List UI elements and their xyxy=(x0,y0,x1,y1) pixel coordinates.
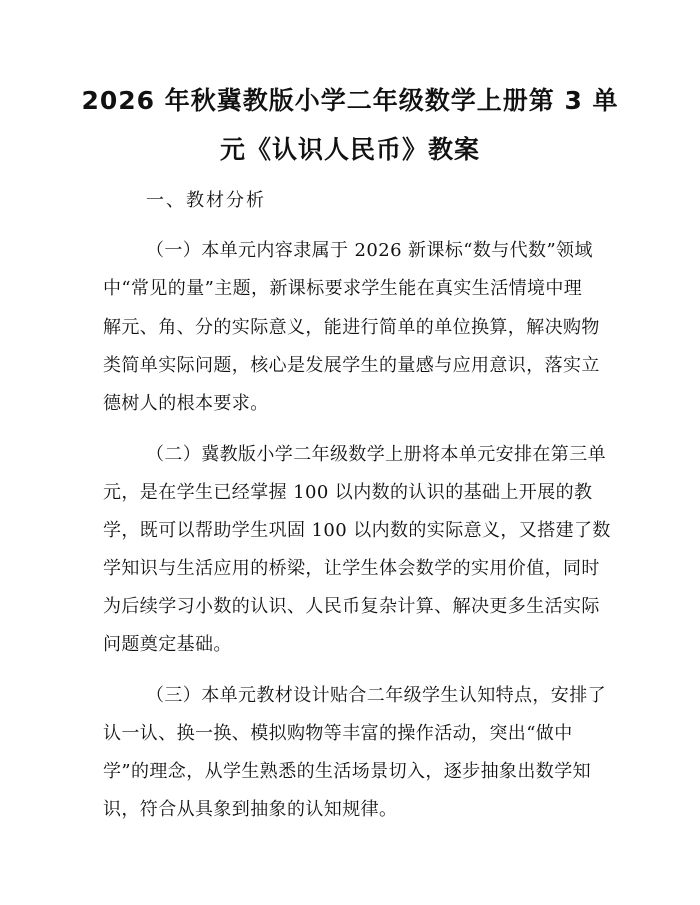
document-title-line-1: 2026 年秋冀教版小学二年级数学上册第 3 单 xyxy=(81,86,619,115)
paragraph-1-line-4: 类简单实际问题，核心是发展学生的量感与应用意识，落实立 xyxy=(103,355,600,376)
paragraph-2-line-1: （二）冀教版小学二年级数学上册将本单元安排在第三单 xyxy=(146,444,606,465)
paragraph-2-line-4: 学知识与生活应用的桥梁，让学生体会数学的实用价值，同时 xyxy=(103,558,600,579)
paragraph-1-line-2: 中“常见的量”主题，新课标要求学生能在真实生活情境中理 xyxy=(103,278,583,299)
paragraph-2-line-6: 问题奠定基础。 xyxy=(103,634,232,655)
paragraph-1-line-3: 解元、角、分的实际意义，能进行简单的单位换算，解决购物 xyxy=(103,317,600,338)
paragraph-2-line-3: 学，既可以帮助学生巩固 100 以内数的实际意义，又搭建了数 xyxy=(103,520,611,541)
document-title-line-2: 元《认识人民币》教案 xyxy=(219,135,480,164)
paragraph-1-line-1: （一）本单元内容隶属于 2026 新课标“数与代数”领域 xyxy=(146,240,593,261)
paragraph-3-line-1: （三）本单元教材设计贴合二年级学生认知特点，安排了 xyxy=(146,685,606,706)
paragraph-2-line-2: 元，是在学生已经掌握 100 以内数的认识的基础上开展的教 xyxy=(103,482,593,503)
paragraph-3-line-2: 认一认、换一换、模拟购物等丰富的操作活动，突出“做中 xyxy=(103,723,573,744)
paragraph-3-line-4: 识，符合从具象到抽象的认知规律。 xyxy=(103,799,398,820)
paragraph-3-line-3: 学”的理念，从学生熟悉的生活场景切入，逐步抽象出数学知 xyxy=(103,761,591,782)
section-heading: 一、教材分析 xyxy=(146,190,266,211)
paragraph-1-line-5: 德树人的根本要求。 xyxy=(103,393,269,414)
paragraph-2-line-5: 为后续学习小数的认识、人民币复杂计算、解决更多生活实际 xyxy=(103,596,600,617)
